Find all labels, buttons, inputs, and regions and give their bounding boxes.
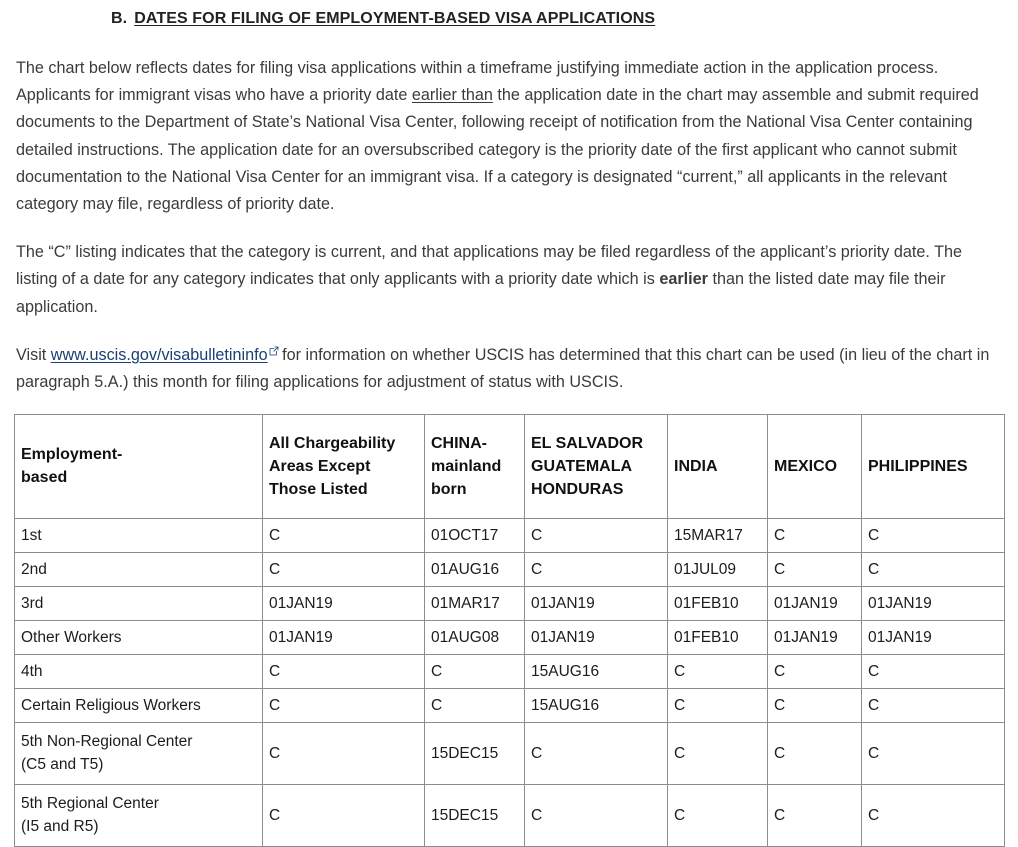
column-header-employment-based xyxy=(15,415,263,519)
cell-el-salvador: C xyxy=(525,553,668,587)
cell-mexico: C xyxy=(768,655,862,689)
cell-el-salvador: C xyxy=(525,519,668,553)
column-header-india xyxy=(668,415,768,519)
header-line: Areas Except xyxy=(269,457,371,475)
header-line: HONDURAS xyxy=(531,480,624,498)
row-label xyxy=(15,655,263,689)
header-line: CHINA- xyxy=(431,434,487,452)
cell-india: 01FEB10 xyxy=(668,587,768,621)
body-text-container xyxy=(0,55,1018,396)
cell-all-chargeability: C xyxy=(263,553,425,587)
table-row xyxy=(15,655,1005,689)
header-line: Those Listed xyxy=(269,480,368,498)
cell-philippines: C xyxy=(862,785,1005,847)
paragraph-2-part-a: The “C” listing indicates that the category is current, and that applications may be filed regardless of the applicant’s priority date. The listing of a date for any category indicates that only applicants with a priority date which is xyxy=(16,243,962,289)
cell-india: 01JUL09 xyxy=(668,553,768,587)
paragraph-c-listing xyxy=(16,239,1002,321)
paragraph-1-emphasis: earlier than xyxy=(411,86,493,105)
row-label-line: 4th xyxy=(21,662,43,680)
row-label xyxy=(15,553,263,587)
table-header xyxy=(15,415,1005,519)
cell-el-salvador: 15AUG16 xyxy=(525,689,668,723)
cell-philippines: 01JAN19 xyxy=(862,587,1005,621)
column-header-all-chargeability-areas xyxy=(263,415,425,519)
cell-china: 01MAR17 xyxy=(425,587,525,621)
cell-china: C xyxy=(425,689,525,723)
cell-china: 15DEC15 xyxy=(425,785,525,847)
uscis-visabulletininfo-link[interactable]: www.uscis.gov/visabulletininfo xyxy=(50,345,268,364)
column-header-mexico xyxy=(768,415,862,519)
column-header-philippines xyxy=(862,415,1005,519)
cell-all-chargeability: C xyxy=(263,785,425,847)
cell-mexico: 01JAN19 xyxy=(768,587,862,621)
header-line: mainland xyxy=(431,457,502,475)
row-label-line: Certain Religious Workers xyxy=(21,696,201,714)
table-row xyxy=(15,723,1005,785)
cell-mexico: 01JAN19 xyxy=(768,621,862,655)
cell-mexico: C xyxy=(768,553,862,587)
paragraph-1-part-b: the application date in the chart may assemble and submit required documents to the Department of State’s National Visa Center, following receipt of notification from the National Visa Center containing detailed instructions. The application date for an oversubscribed category is the priority date of the first applicant who cannot submit documentation to the National Visa Center for an immigrant visa. If a category is designated “current,” all applicants in the relevant category may file, regardless of priority date. xyxy=(16,86,979,214)
heading-title-text: DATES FOR FILING OF EMPLOYMENT-BASED VISA APPLICATIONS xyxy=(134,10,656,27)
table-row xyxy=(15,519,1005,553)
paragraph-3-part-b: for information on whether USCIS has determined that this chart can be used (in lieu of the chart in paragraph 5.A.) this month for filing applications for adjustment of status with USCIS. xyxy=(16,345,990,392)
cell-mexico: C xyxy=(768,785,862,847)
row-label-line: 2nd xyxy=(21,560,47,578)
cell-china: 01AUG16 xyxy=(425,553,525,587)
cell-india: 15MAR17 xyxy=(668,519,768,553)
cell-india: C xyxy=(668,689,768,723)
cell-china: 01AUG08 xyxy=(425,621,525,655)
cell-el-salvador: C xyxy=(525,723,668,785)
header-line: INDIA xyxy=(674,457,718,475)
cell-all-chargeability: C xyxy=(263,689,425,723)
column-header-el-salvador-guatemala-honduras xyxy=(525,415,668,519)
paragraph-3-part-a: Visit xyxy=(16,345,51,364)
header-line: EL SALVADOR xyxy=(531,434,644,452)
cell-all-chargeability: C xyxy=(263,655,425,689)
row-label xyxy=(15,621,263,655)
cell-india: 01FEB10 xyxy=(668,621,768,655)
cell-all-chargeability: 01JAN19 xyxy=(263,621,425,655)
header-line: Employment- xyxy=(21,446,123,464)
header-line: GUATEMALA xyxy=(531,457,633,475)
cell-china: C xyxy=(425,655,525,689)
paragraph-2-emphasis: earlier xyxy=(659,270,708,289)
cell-philippines: C xyxy=(862,519,1005,553)
paragraph-2-part-b: than the listed date may file their application. xyxy=(16,270,946,316)
cell-el-salvador: 01JAN19 xyxy=(525,621,668,655)
cell-mexico: C xyxy=(768,519,862,553)
external-link-icon xyxy=(269,346,278,355)
paragraph-1-part-a: The chart below reflects dates for filing visa applications within a timeframe justifying immediate action in the application process. Applicants for immigrant visas who have a priority date xyxy=(16,59,939,105)
cell-el-salvador: 15AUG16 xyxy=(525,655,668,689)
cell-china: 01OCT17 xyxy=(425,519,525,553)
employment-based-filing-dates-table xyxy=(14,414,1005,847)
table-row xyxy=(15,689,1005,723)
table-row xyxy=(15,553,1005,587)
cell-el-salvador: C xyxy=(525,785,668,847)
cell-mexico: C xyxy=(768,689,862,723)
cell-mexico: C xyxy=(768,723,862,785)
cell-all-chargeability: C xyxy=(263,519,425,553)
row-label-line: (C5 and T5) xyxy=(21,756,104,774)
cell-philippines: C xyxy=(862,655,1005,689)
cell-all-chargeability: 01JAN19 xyxy=(263,587,425,621)
header-line: All Chargeability xyxy=(269,434,396,452)
header-line: MEXICO xyxy=(774,457,838,475)
paragraph-filing-dates xyxy=(16,55,1002,218)
cell-philippines: C xyxy=(862,723,1005,785)
row-label xyxy=(15,587,263,621)
row-label xyxy=(15,785,263,847)
row-label-line: 5th Regional Center xyxy=(21,795,159,813)
header-line: born xyxy=(431,480,467,498)
table-body xyxy=(15,519,1005,847)
cell-el-salvador: 01JAN19 xyxy=(525,587,668,621)
row-label-line: (I5 and R5) xyxy=(21,818,99,836)
row-label-line: 3rd xyxy=(21,594,44,612)
cell-all-chargeability: C xyxy=(263,723,425,785)
table-header-row xyxy=(15,415,1005,519)
table-row xyxy=(15,587,1005,621)
cell-philippines: 01JAN19 xyxy=(862,621,1005,655)
header-line: PHILIPPINES xyxy=(868,457,968,475)
row-label xyxy=(15,689,263,723)
cell-india: C xyxy=(668,723,768,785)
cell-india: C xyxy=(668,655,768,689)
row-label-line: Other Workers xyxy=(21,628,122,646)
heading-letter: B. xyxy=(111,10,128,27)
row-label xyxy=(15,723,263,785)
paragraph-uscis-visit xyxy=(16,342,1002,396)
row-label-line: 1st xyxy=(21,526,42,544)
cell-philippines: C xyxy=(862,689,1005,723)
row-label-line: 5th Non-Regional Center xyxy=(21,733,193,751)
page-title xyxy=(0,0,1018,29)
header-line: based xyxy=(21,469,68,487)
cell-india: C xyxy=(668,785,768,847)
table-row xyxy=(15,621,1005,655)
table-row xyxy=(15,785,1005,847)
cell-philippines: C xyxy=(862,553,1005,587)
cell-china: 15DEC15 xyxy=(425,723,525,785)
visa-dates-table-container xyxy=(0,414,1018,847)
row-label xyxy=(15,519,263,553)
column-header-china-mainland-born xyxy=(425,415,525,519)
